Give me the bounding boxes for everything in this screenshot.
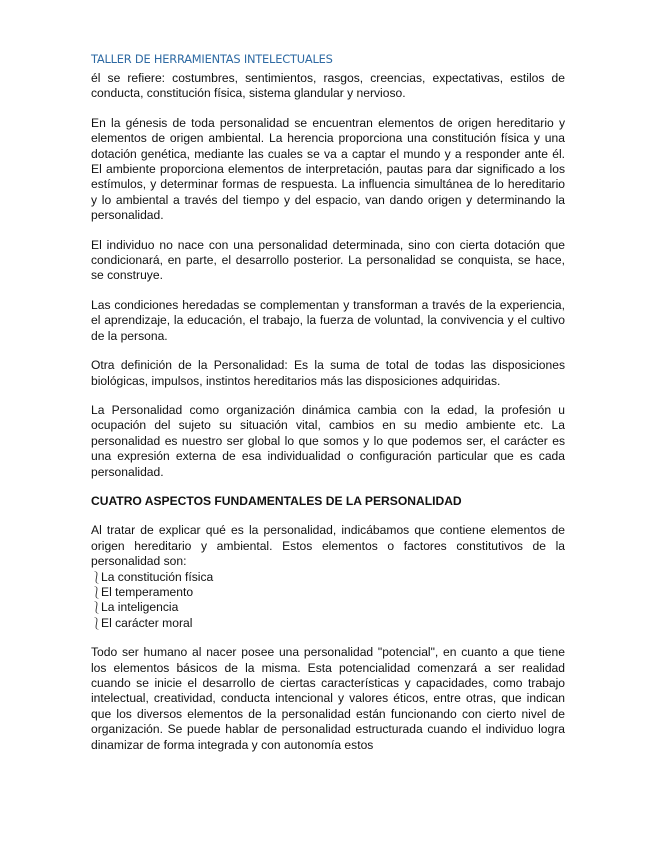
paragraph: En la génesis de toda personalidad se encuentran elementos de origen hereditario y elementos de origen ambiental. La herencia proporciona una constitución física y una dotación genética, mediante las cuales se va a captar el mundo y a responder ante él. El ambiente proporciona elementos de interpretación, pautas para dar significado a los estímulos, y determinar formas de respuesta. La influencia simultánea de lo hereditario y lo ambiental a través del tiempo y del espacio, van dando origen y determinando la personalidad. [91,115,565,223]
bullet-icon: ⎱ [91,616,102,630]
list-item-label: La inteligencia [101,600,179,615]
list-item [91,600,565,615]
paragraph: Otra definición de la Personalidad: Es la suma de total de todas las disposiciones biológicas, impulsos, instintos hereditarios más las disposiciones adquiridas. [91,358,565,388]
closing-paragraph: Todo ser humano al nacer posee una personalidad "potencial", en cuanto a que tiene los elementos básicos de la misma. Esta potencialidad comenzará a ser realidad cuando se inicie el desarrollo de ciertas características y capacidades, como trabajo intelectual, creatividad, conducta intencional y valores éticos, entre otras, que indican que los diversos elementos de la personalidad están funcionando con cierto nivel de organización. Se puede hablar de personalidad estructurada cuando el individuo logra dinamizar de forma integrada y con autonomía estos [91,645,565,752]
paragraph: él se refiere: costumbres, sentimientos, rasgos, creencias, expectativas, estilos de conducta, constitución física, sistema glandular y nervioso. [91,71,565,101]
paragraph: El individuo no nace con una personalidad determinada, sino con cierta dotación que condicionará, en parte, el desarrollo posterior. La personalidad se conquista, se hace, se construye. [91,237,565,283]
paragraph: La Personalidad como organización dinámica cambia con la edad, la profesión u ocupación del sujeto su situación vital, cambios en su medio ambiente etc. La personalidad es nuestro ser global lo que somos y lo que podemos ser, el carácter es una expresión externa de esa individualidad o configuración particular que es cada personalidad. [91,402,565,479]
section-heading: CUATRO ASPECTOS FUNDAMENTALES DE LA PERSONALIDAD [91,493,462,508]
paragraph: Las condiciones heredadas se complementan y transforman a través de la experiencia, el aprendizaje, la educación, el trabajo, la fuerza de voluntad, la convivencia y el cultivo de la persona. [91,297,565,343]
intro-paragraph: Al tratar de explicar qué es la personalidad, indicábamos que contiene elementos de origen hereditario y ambiental. Estos elementos o factores constitutivos de la personalidad son: [91,523,565,569]
bullet-icon: ⎱ [91,570,102,584]
aspects-list [91,570,565,632]
list-item-label: El temperamento [101,584,194,599]
bullet-icon: ⎱ [91,585,102,599]
list-item-label: La constitución física [101,569,214,584]
list-item [91,585,565,600]
list-item [91,616,565,631]
document-page [91,52,565,767]
list-item [91,570,565,585]
bullet-icon: ⎱ [91,601,102,615]
list-item-label: El carácter moral [101,615,193,630]
running-header: TALLER DE HERRAMIENTAS INTELECTUALES [91,52,333,66]
